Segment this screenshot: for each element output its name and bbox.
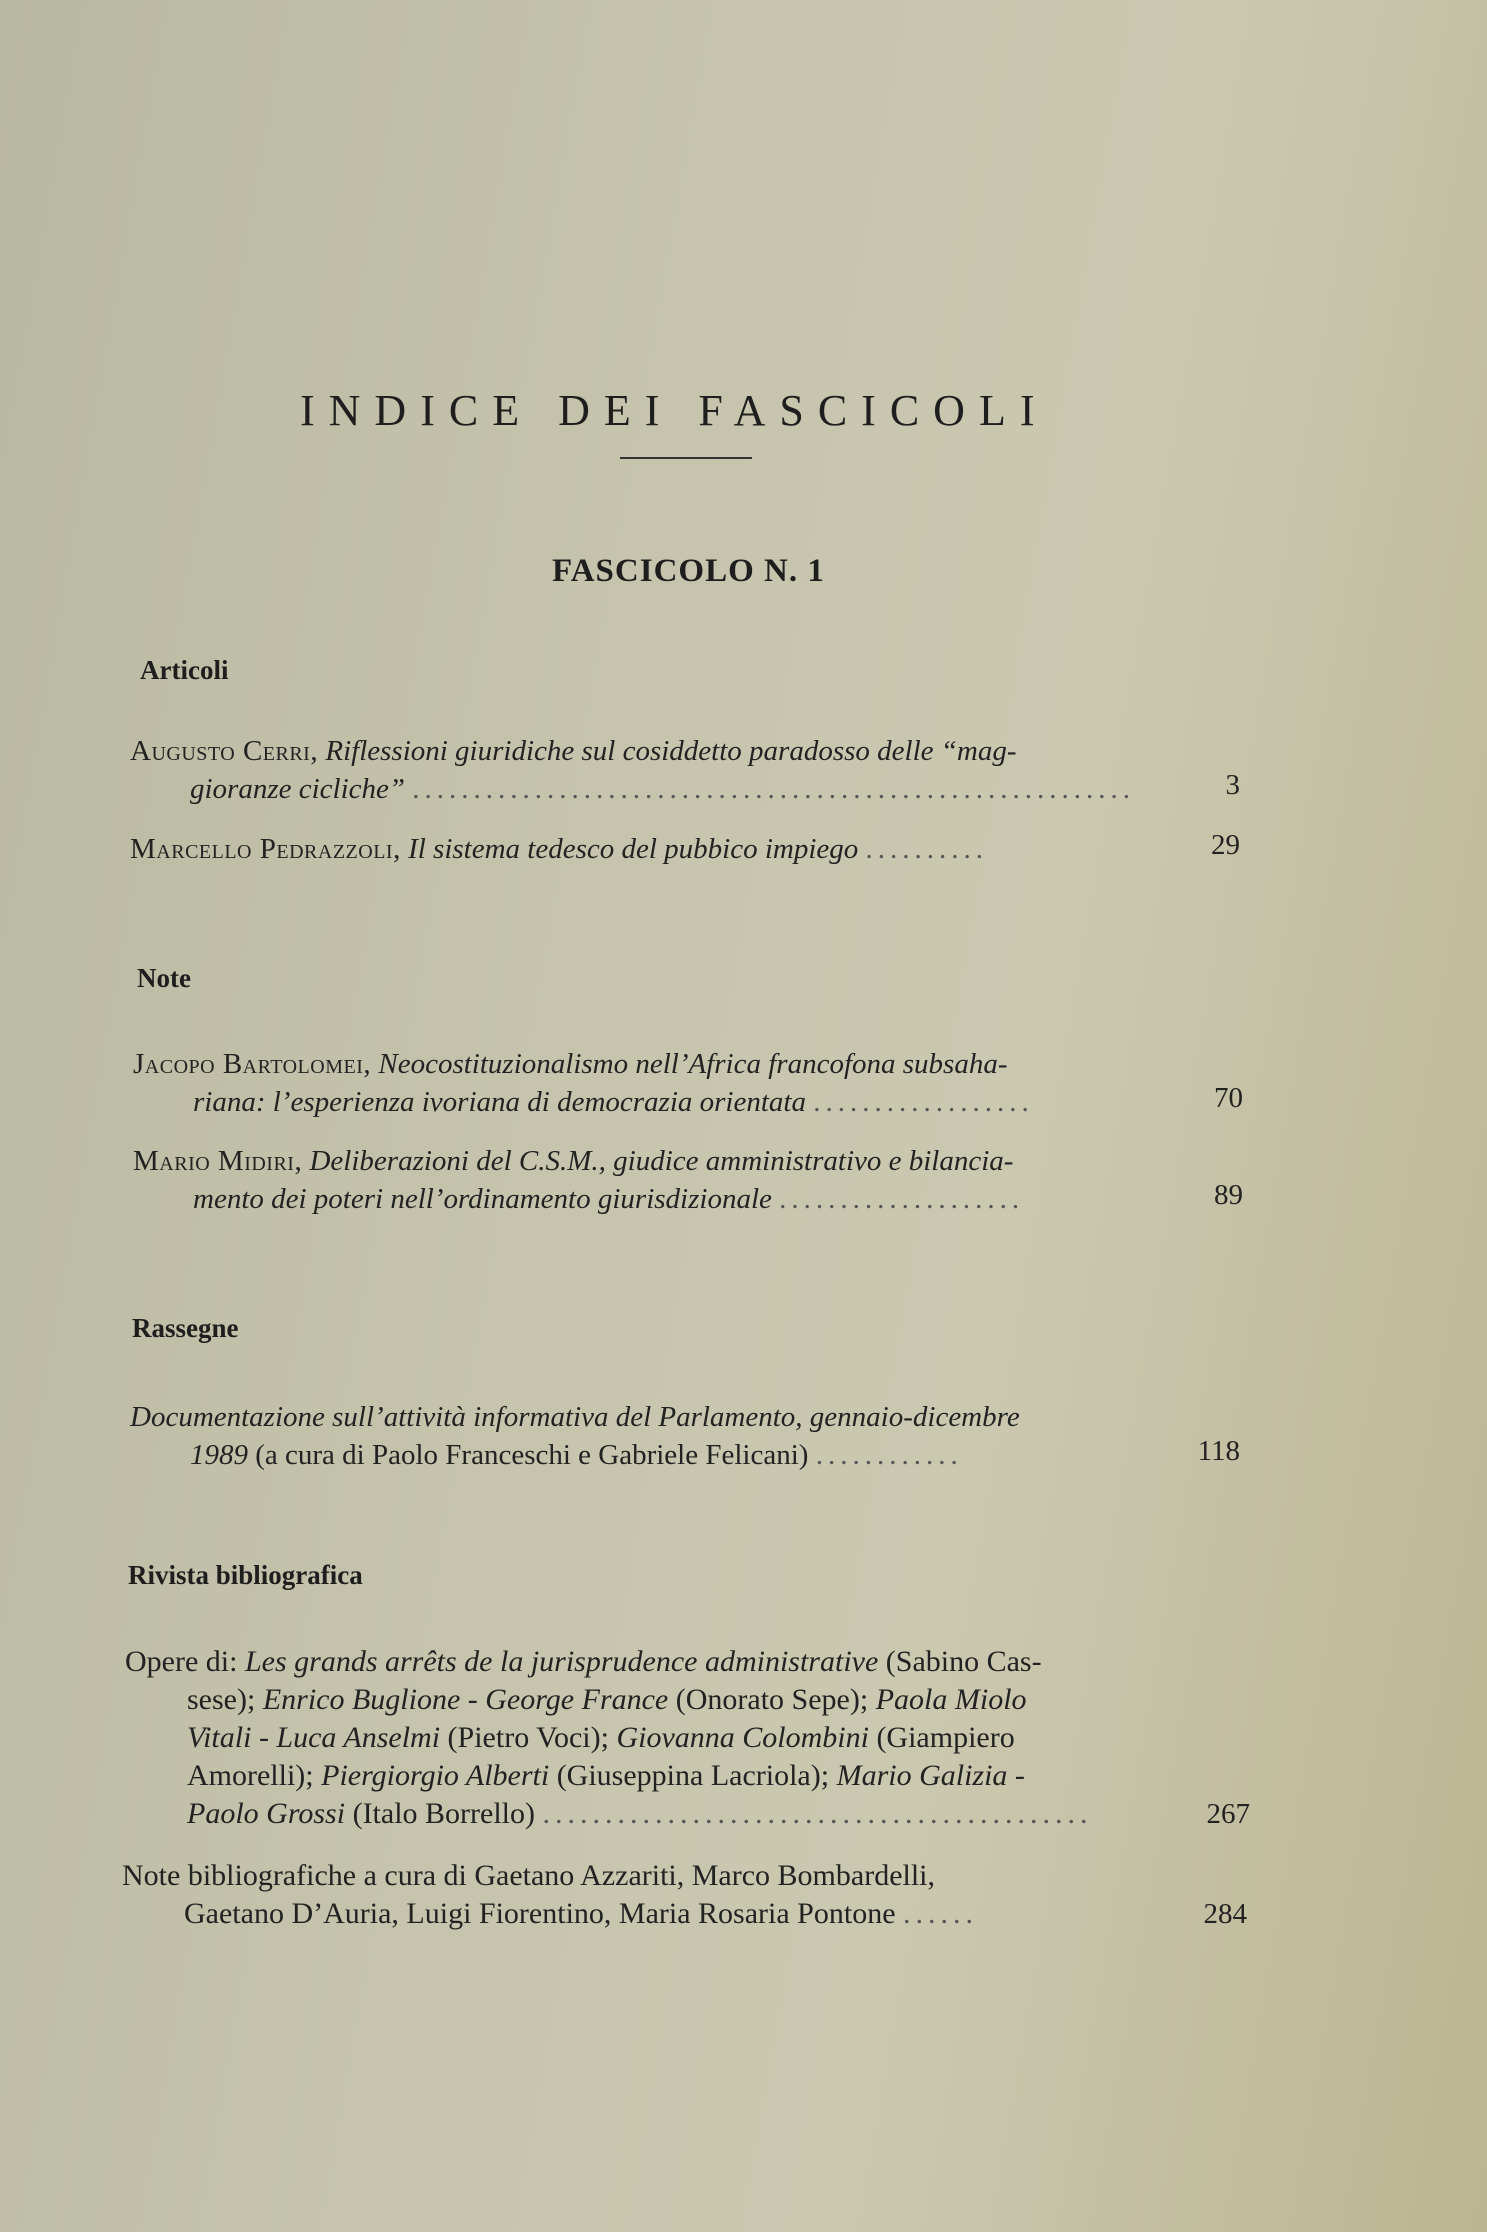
toc-entry [130, 830, 1240, 868]
entry-title-cont: 1989 [190, 1439, 248, 1471]
leader-dots: ............................................ [542, 1797, 1093, 1830]
leader-dots: ........................................................... [412, 773, 1136, 805]
entry-title-cont: mento dei poteri nell’ordinamento giurisdizionale [193, 1183, 772, 1215]
page-title: INDICE DEI FASCICOLI [300, 386, 1049, 435]
entry-title-cont: riana: l’esperienza ivoriana di democrazia orientata [193, 1086, 806, 1118]
entry-editors: (a cura di Paolo Franceschi e Gabriele Felicani) [248, 1439, 809, 1471]
book-title: Mario Galizia - [836, 1759, 1025, 1792]
leader-dots: ............ [815, 1439, 963, 1471]
section-heading-rivista: Rivista bibliografica [128, 1560, 363, 1590]
note-bib-line: Note bibliografiche a cura di Gaetano Azzariti, Marco Bombardelli, [122, 1859, 936, 1892]
toc-entry [130, 1398, 1240, 1474]
entry-page-number: 29 [1211, 829, 1240, 861]
entry-title: Documentazione sull’attività informativa del Parlamento, gennaio-dicembre [130, 1401, 1020, 1433]
entry-page-number: 89 [1214, 1179, 1243, 1211]
reviewer: (Giampiero [868, 1721, 1015, 1754]
entry-title: Riflessioni giuridiche sul cosiddetto paradosso delle “mag- [325, 735, 1017, 767]
toc-entry [130, 732, 1240, 808]
book-title: Piergiorgio Alberti [321, 1759, 550, 1792]
toc-entry [133, 1045, 1243, 1121]
reviewer-cont: Amorelli); [187, 1759, 322, 1792]
bibliography-entry-note [122, 1857, 1247, 1933]
book-title-cont: Vitali - Luca Anselmi [187, 1721, 441, 1754]
reviewer: (Pietro Voci); [440, 1721, 617, 1754]
entry-page-number: 284 [1203, 1898, 1247, 1930]
entry-author: Mario Midiri, [133, 1145, 303, 1177]
opere-lead: Opere di: [125, 1645, 245, 1678]
entry-author: Jacopo Bartolomei, [133, 1048, 372, 1080]
entry-page-number: 3 [1225, 769, 1240, 801]
reviewer: (Giuseppina Lacriola); [549, 1759, 837, 1792]
note-bib-line-cont: Gaetano D’Auria, Luigi Fiorentino, Maria Rosaria Pontone [184, 1897, 896, 1930]
entry-author: Marcello Pedrazzoli, [130, 833, 401, 865]
entry-title: Il sistema tedesco del pubbico impiego [408, 833, 859, 865]
section-heading-rassegne: Rassegne [132, 1313, 239, 1343]
entry-title: Deliberazioni del C.S.M., giudice amministrativo e bilancia- [309, 1145, 1014, 1177]
leader-dots: .................. [813, 1086, 1034, 1118]
leader-dots: .......... [865, 833, 989, 865]
entry-title-cont: gioranze cicliche” [190, 773, 406, 805]
entry-page-number: 70 [1214, 1082, 1243, 1114]
entry-page-number: 118 [1197, 1435, 1240, 1467]
reviewer: (Italo Borrello) [345, 1797, 536, 1830]
entry-title: Neocostituzionalismo nell’Africa francofona subsaha- [378, 1048, 1008, 1080]
section-heading-note: Note [137, 963, 191, 993]
section-heading-articoli: Articoli [140, 655, 229, 685]
bibliography-entry-opere [125, 1643, 1250, 1833]
title-divider [620, 457, 752, 459]
entry-page-number: 267 [1206, 1798, 1250, 1830]
leader-dots: .................... [779, 1183, 1025, 1215]
book-title-cont: Paolo Grossi [187, 1797, 346, 1830]
book-title: Giovanna Colombini [616, 1721, 869, 1754]
fascicolo-heading: FASCICOLO N. 1 [552, 553, 825, 589]
entry-author: Augusto Cerri, [130, 735, 319, 767]
book-title: Paola Miolo [875, 1683, 1027, 1716]
reviewer: (Sabino Cas- [878, 1645, 1042, 1678]
reviewer-cont: sese); [187, 1683, 263, 1716]
book-title: Enrico Buglione - George France [262, 1683, 669, 1716]
toc-entry [133, 1142, 1243, 1218]
leader-dots: ...... [903, 1897, 979, 1930]
reviewer: (Onorato Sepe); [668, 1683, 876, 1716]
book-title: Les grands arrêts de la jurisprudence administrative [244, 1645, 879, 1678]
